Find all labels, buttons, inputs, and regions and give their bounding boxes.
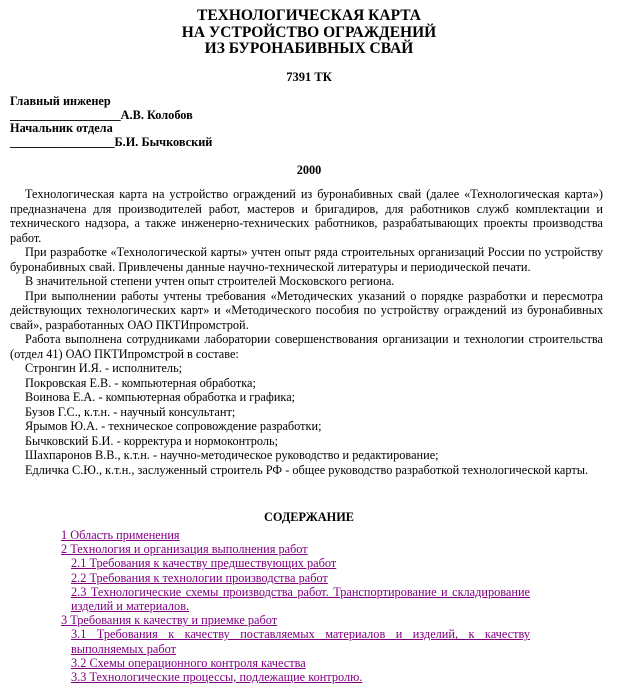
paragraph: При разработке «Технологической карты» учтен опыт ряда строительных организаций России по устройству буронабивных свай. Привлечены данные научно-технической литературы и периодической печати.: [10, 245, 603, 274]
toc-link-2-2[interactable]: 2.2 Требования к технологии производства работ: [71, 570, 328, 585]
staff-item: Бычковский Б.И. - корректура и нормоконтроль;: [25, 433, 279, 448]
title-line-1: ТЕХНОЛОГИЧЕСКАЯ КАРТА: [197, 7, 421, 24]
paragraph: В значительной степени учтен опыт строителей Московского региона.: [25, 274, 395, 288]
document-title: [0, 8, 618, 58]
paragraph: Работа выполнена сотрудниками лаборатории совершенствования организации и технологии строительства (отдел 41) ОАО ПКТИпромстрой в составе:: [10, 332, 603, 361]
intro-text: [10, 187, 603, 477]
document-code: 7391 ТК: [286, 70, 332, 84]
staff-item: Покровская Е.В. - компьютерная обработка;: [25, 375, 256, 390]
signature-role-chief-engineer: Главный инженер: [10, 94, 111, 108]
toc-link-2[interactable]: 2 Технология и организация выполнения работ: [61, 542, 308, 557]
staff-item: Ярымов Ю.А. - техническое сопровождение разработки;: [25, 419, 322, 433]
paragraph: При выполнении работы учтены требования «Методических указаний о порядке разработки и пересмотра действующих технологических карт» и «Методического пособия по устройству ограждений из буронабивных свай», разработанных ОАО ПКТИпромстрой.: [10, 288, 603, 332]
signature-block: [10, 95, 212, 149]
staff-item: Бузов Г.С., к.т.н. - научный консультант;: [25, 404, 236, 419]
toc-link-3-1[interactable]: 3.1 Требования к качеству поставляемых материалов и изделий, к качеству выполняемых работ: [71, 627, 530, 656]
signature-line-chief-engineer: __________________А.В. Колобов: [10, 107, 193, 122]
title-line-2: НА УСТРОЙСТВО ОГРАЖДЕНИЙ: [181, 23, 437, 41]
title-line-3: ИЗ БУРОНАБИВНЫХ СВАЙ: [204, 40, 414, 57]
staff-item: Едличка С.Ю., к.т.н., заслуженный строитель РФ - общее руководство разработкой технологической карты.: [25, 462, 589, 477]
table-of-contents: [61, 528, 530, 684]
toc-link-3-3[interactable]: 3.3 Технологические процессы, подлежащие контролю.: [71, 670, 363, 685]
document-year: 2000: [296, 163, 322, 177]
toc-link-2-1[interactable]: 2.1 Требования к качеству предшествующих работ: [71, 556, 337, 571]
toc-link-3-2[interactable]: 3.2 Схемы операционного контроля качества: [71, 655, 306, 670]
signature-line-department-head: _________________Б.И. Бычковский: [10, 134, 213, 149]
staff-item: Воинова Е.А. - компьютерная обработка и графика;: [25, 390, 296, 404]
staff-item: Стронгин И.Я. - исполнитель;: [25, 361, 183, 375]
toc-link-1[interactable]: 1 Область применения: [61, 528, 180, 542]
toc-link-3[interactable]: 3 Требования к качеству и приемке работ: [61, 613, 278, 628]
paragraph: Технологическая карта на устройство ограждений из буронабивных свай (далее «Технологическая карта») предназначена для производителей работ, мастеров и бригадиров, для работников служб комплектации и технического надзора, а также инженерно-технических работников, разрабатывающих проекты производства работ.: [10, 187, 603, 245]
signature-role-department-head: Начальник отдела: [10, 121, 113, 136]
staff-item: Шахпаронов В.В., к.т.н. - научно-методическое руководство и редактирование;: [25, 448, 439, 462]
toc-title: СОДЕРЖАНИЕ: [264, 510, 354, 524]
toc-link-2-3[interactable]: 2.3 Технологические схемы производства работ. Транспортирование и складирование изделий и материалов.: [71, 584, 530, 614]
